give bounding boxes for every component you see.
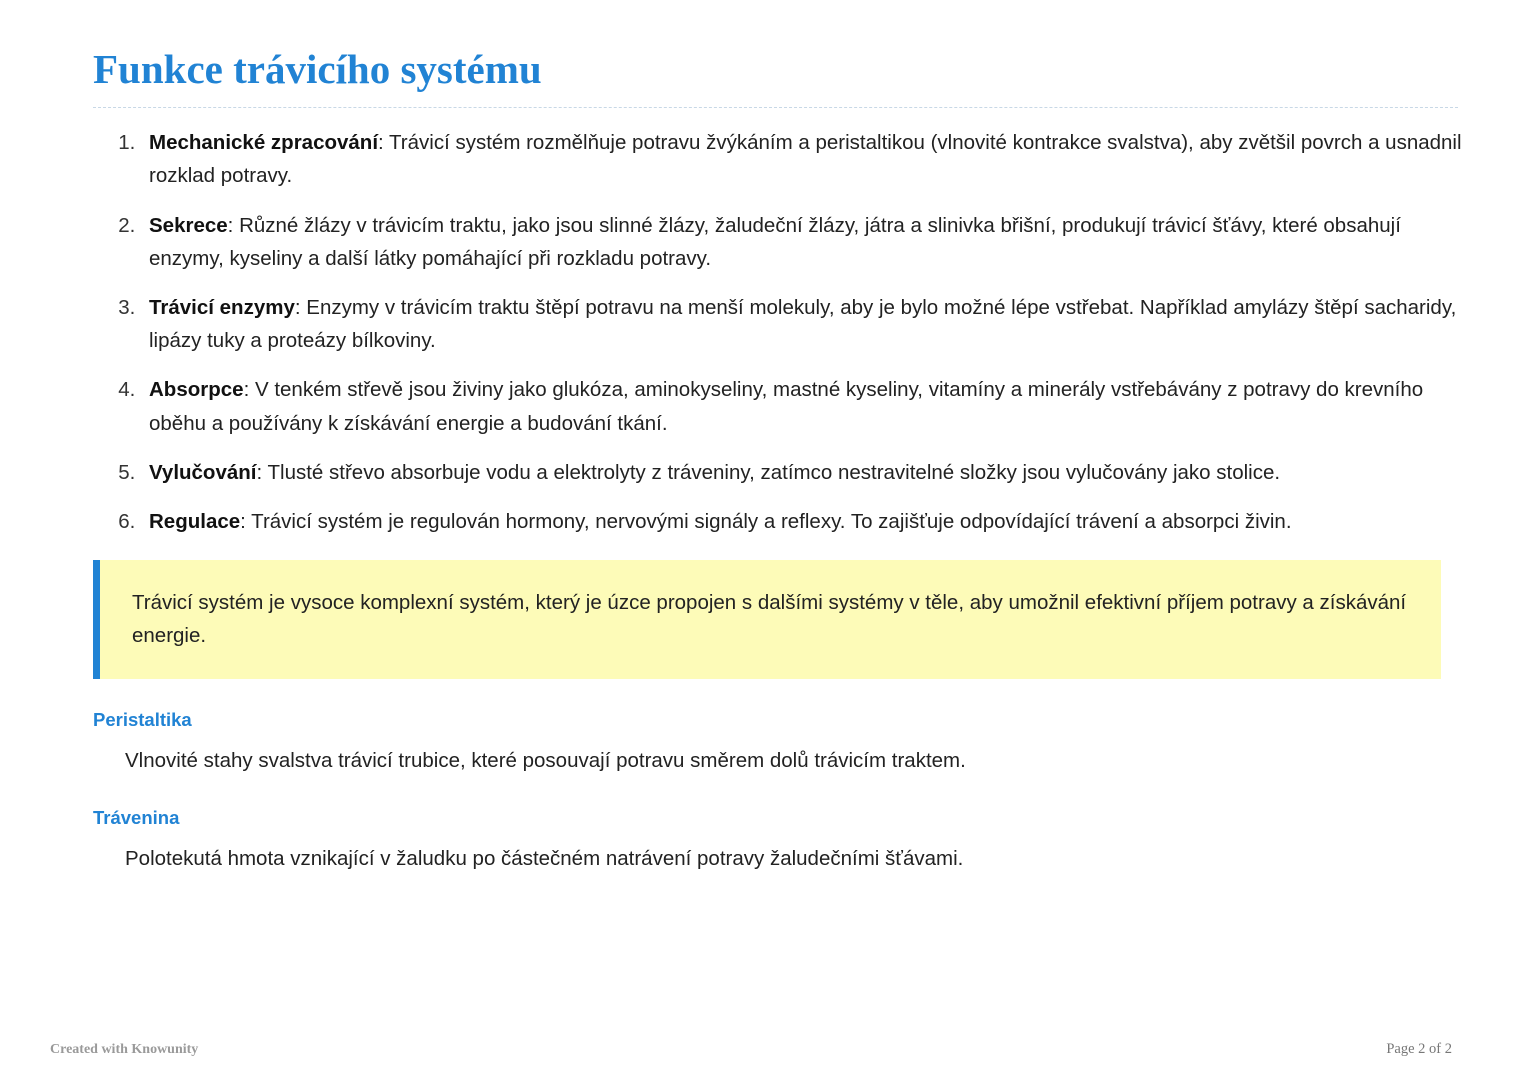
list-item-text: : Enzymy v trávicím traktu štěpí potravu na menší molekuly, aby je bylo možné lépe vstřebat. Například amylázy štěpí sacharidy, lipázy tuky a proteázy bílkoviny. [149, 295, 1457, 353]
list-item-lead: Mechanické zpracování [149, 131, 379, 155]
definition-travenina [93, 807, 1457, 876]
title-divider [93, 107, 1458, 108]
list-item [141, 456, 1471, 489]
list-item [141, 126, 1471, 192]
definition-body: Vlnovité stahy svalstva trávicí trubice, které posouvají potravu směrem dolů trávicím traktem. [125, 748, 966, 772]
list-item-text: : Trávicí systém je regulován hormony, nervovými signály a reflexy. To zajišťuje odpovídající trávení a absorpci živin. [240, 509, 1292, 533]
list-item-text: : Tlusté střevo absorbuje vodu a elektrolyty z tráveniny, zatímco nestravitelné složky jsou vylučovány jako stolice. [256, 460, 1281, 484]
list-item-lead: Trávicí enzymy [149, 295, 295, 319]
definition-body: Polotekutá hmota vznikající v žaludku po částečném natrávení potravy žaludečními šťávami. [125, 847, 964, 871]
list-item-lead: Sekrece [149, 213, 228, 237]
definition-peristaltika [93, 709, 1457, 778]
functions-list [93, 126, 1471, 538]
list-item-text: : Trávicí systém rozmělňuje potravu žvýkáním a peristaltikou (vlnovité kontrakce svalstva), aby zvětšil povrch a usnadnil rozklad potravy. [149, 131, 1462, 188]
callout-box: Trávicí systém je vysoce komplexní systém, který je úzce propojen s dalšími systémy v těle, aby umožnil efektivní příjem potravy a získávání energie. [93, 560, 1441, 678]
definition-term: Peristaltika [93, 708, 192, 730]
list-item [141, 505, 1471, 538]
list-item-lead: Absorpce [149, 378, 244, 402]
page-title: Funkce trávicího systému [93, 46, 542, 92]
list-item-lead: Regulace [149, 509, 241, 533]
list-item [141, 373, 1471, 439]
list-item-text: : V tenkém střevě jsou živiny jako glukóza, aminokyseliny, mastné kyseliny, vitamíny a minerály vstřebávány z potravy do krevního oběhu a používány k získávání energie a budování tkání. [149, 378, 1424, 435]
list-item-lead: Vylučování [149, 460, 257, 484]
list-item [141, 291, 1471, 357]
list-item-text: : Různé žlázy v trávicím traktu, jako jsou slinné žlázy, žaludeční žlázy, játra a slinivka břišní, produkují trávicí šťávy, které obsahují enzymy, kyseliny a další látky pomáhající při rozkladu potravy. [149, 213, 1401, 270]
footer-attribution: Created with Knowunity [50, 1041, 199, 1057]
footer-page-number: Page 2 of 2 [1386, 1041, 1452, 1057]
list-item [141, 209, 1471, 275]
page-footer [0, 1041, 1527, 1058]
definition-term: Trávenina [93, 807, 180, 829]
